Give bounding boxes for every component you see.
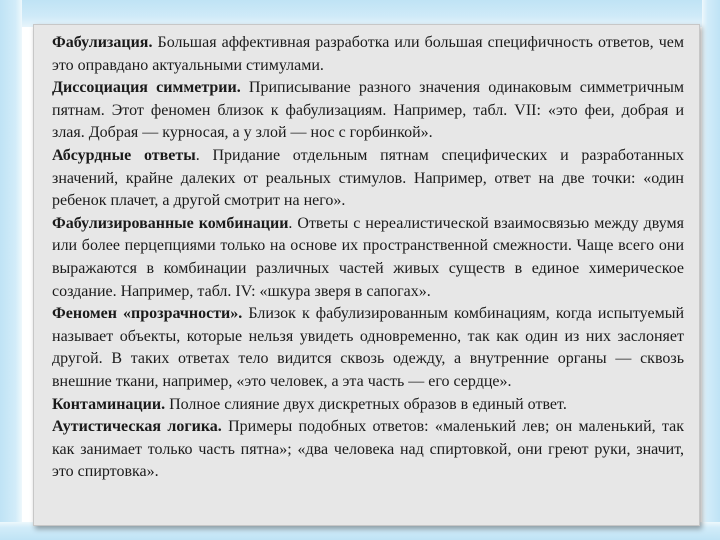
term-autistic-logic: Аутистическая логика. [52,418,222,436]
paragraph-absurd-responses [52,145,684,213]
term-fabulized-combinations: Фабулизированные комбинации [52,214,289,232]
frame-right-border [702,0,720,540]
definition-absurd-responses: . Придание отдельным пятнам специфических и разработанных значений, крайне далеких от реальных стимулов. Например, ответ на две точки: «один ребенок плачет, а другой смотрит на него». [52,146,684,210]
term-fabulization: Фабулизация. [52,34,153,51]
definition-autistic-logic: Примеры подобных ответов: «маленький лев; он маленький, так как занимает только часть пятна»; «два человека над спиртовкой, они греют руки, значит, это спиртовка». [52,418,685,481]
paragraph-fabulization [52,32,684,77]
text-body [52,32,684,484]
paragraph-contaminations [52,394,684,417]
paragraph-autistic-logic [52,416,684,484]
paragraph-symmetry-dissociation [52,77,684,145]
paragraph-transparency [52,303,684,393]
term-absurd-responses: Абсурдные ответы [52,146,196,164]
paragraph-fabulized-combinations [52,213,684,303]
term-transparency: Феномен «прозрачности». [52,305,243,323]
definition-contaminations: Полное слияние двух дискретных образов в единый ответ. [165,395,567,413]
term-contaminations: Контаминации. [52,395,166,413]
definition-symmetry-dissociation: Приписывание разного значения одинаковым симметричным пятнам. Этот феномен близок к фабулизациям. Например, табл. VII: «это феи, добрая и злая. Добрая — курносая, а у злой — нос с горбинкой». [52,79,684,142]
frame-left-border [0,0,22,540]
term-symmetry-dissociation: Диссоциация симметрии. [52,79,241,97]
definition-transparency: Близок к фабулизированным комбинациям, когда испытуемый называет объекты, которые нельзя увидеть одновременно, так как один из них заслоняет другой. В таких ответах тело видится сквозь одежду, а внутренние органы — сквозь внешние ткани, например, «это человек, а эта часть — его сердце». [52,305,685,390]
definition-fabulization: Большая аффективная разработка или большая специфичность ответов, чем это оправдано актуальными стимулами. [52,34,684,74]
definition-fabulized-combinations: . Ответы с нереалистической взаимосвязью между двумя или более перцепциями только на основе их пространственной смежности. Чаще всего они выражаются в комбинации различных частей живых существ в единое химерическое создание. Например, табл. IV: «шкура зверя в сапогах». [52,214,685,300]
frame-top-border [0,0,720,27]
